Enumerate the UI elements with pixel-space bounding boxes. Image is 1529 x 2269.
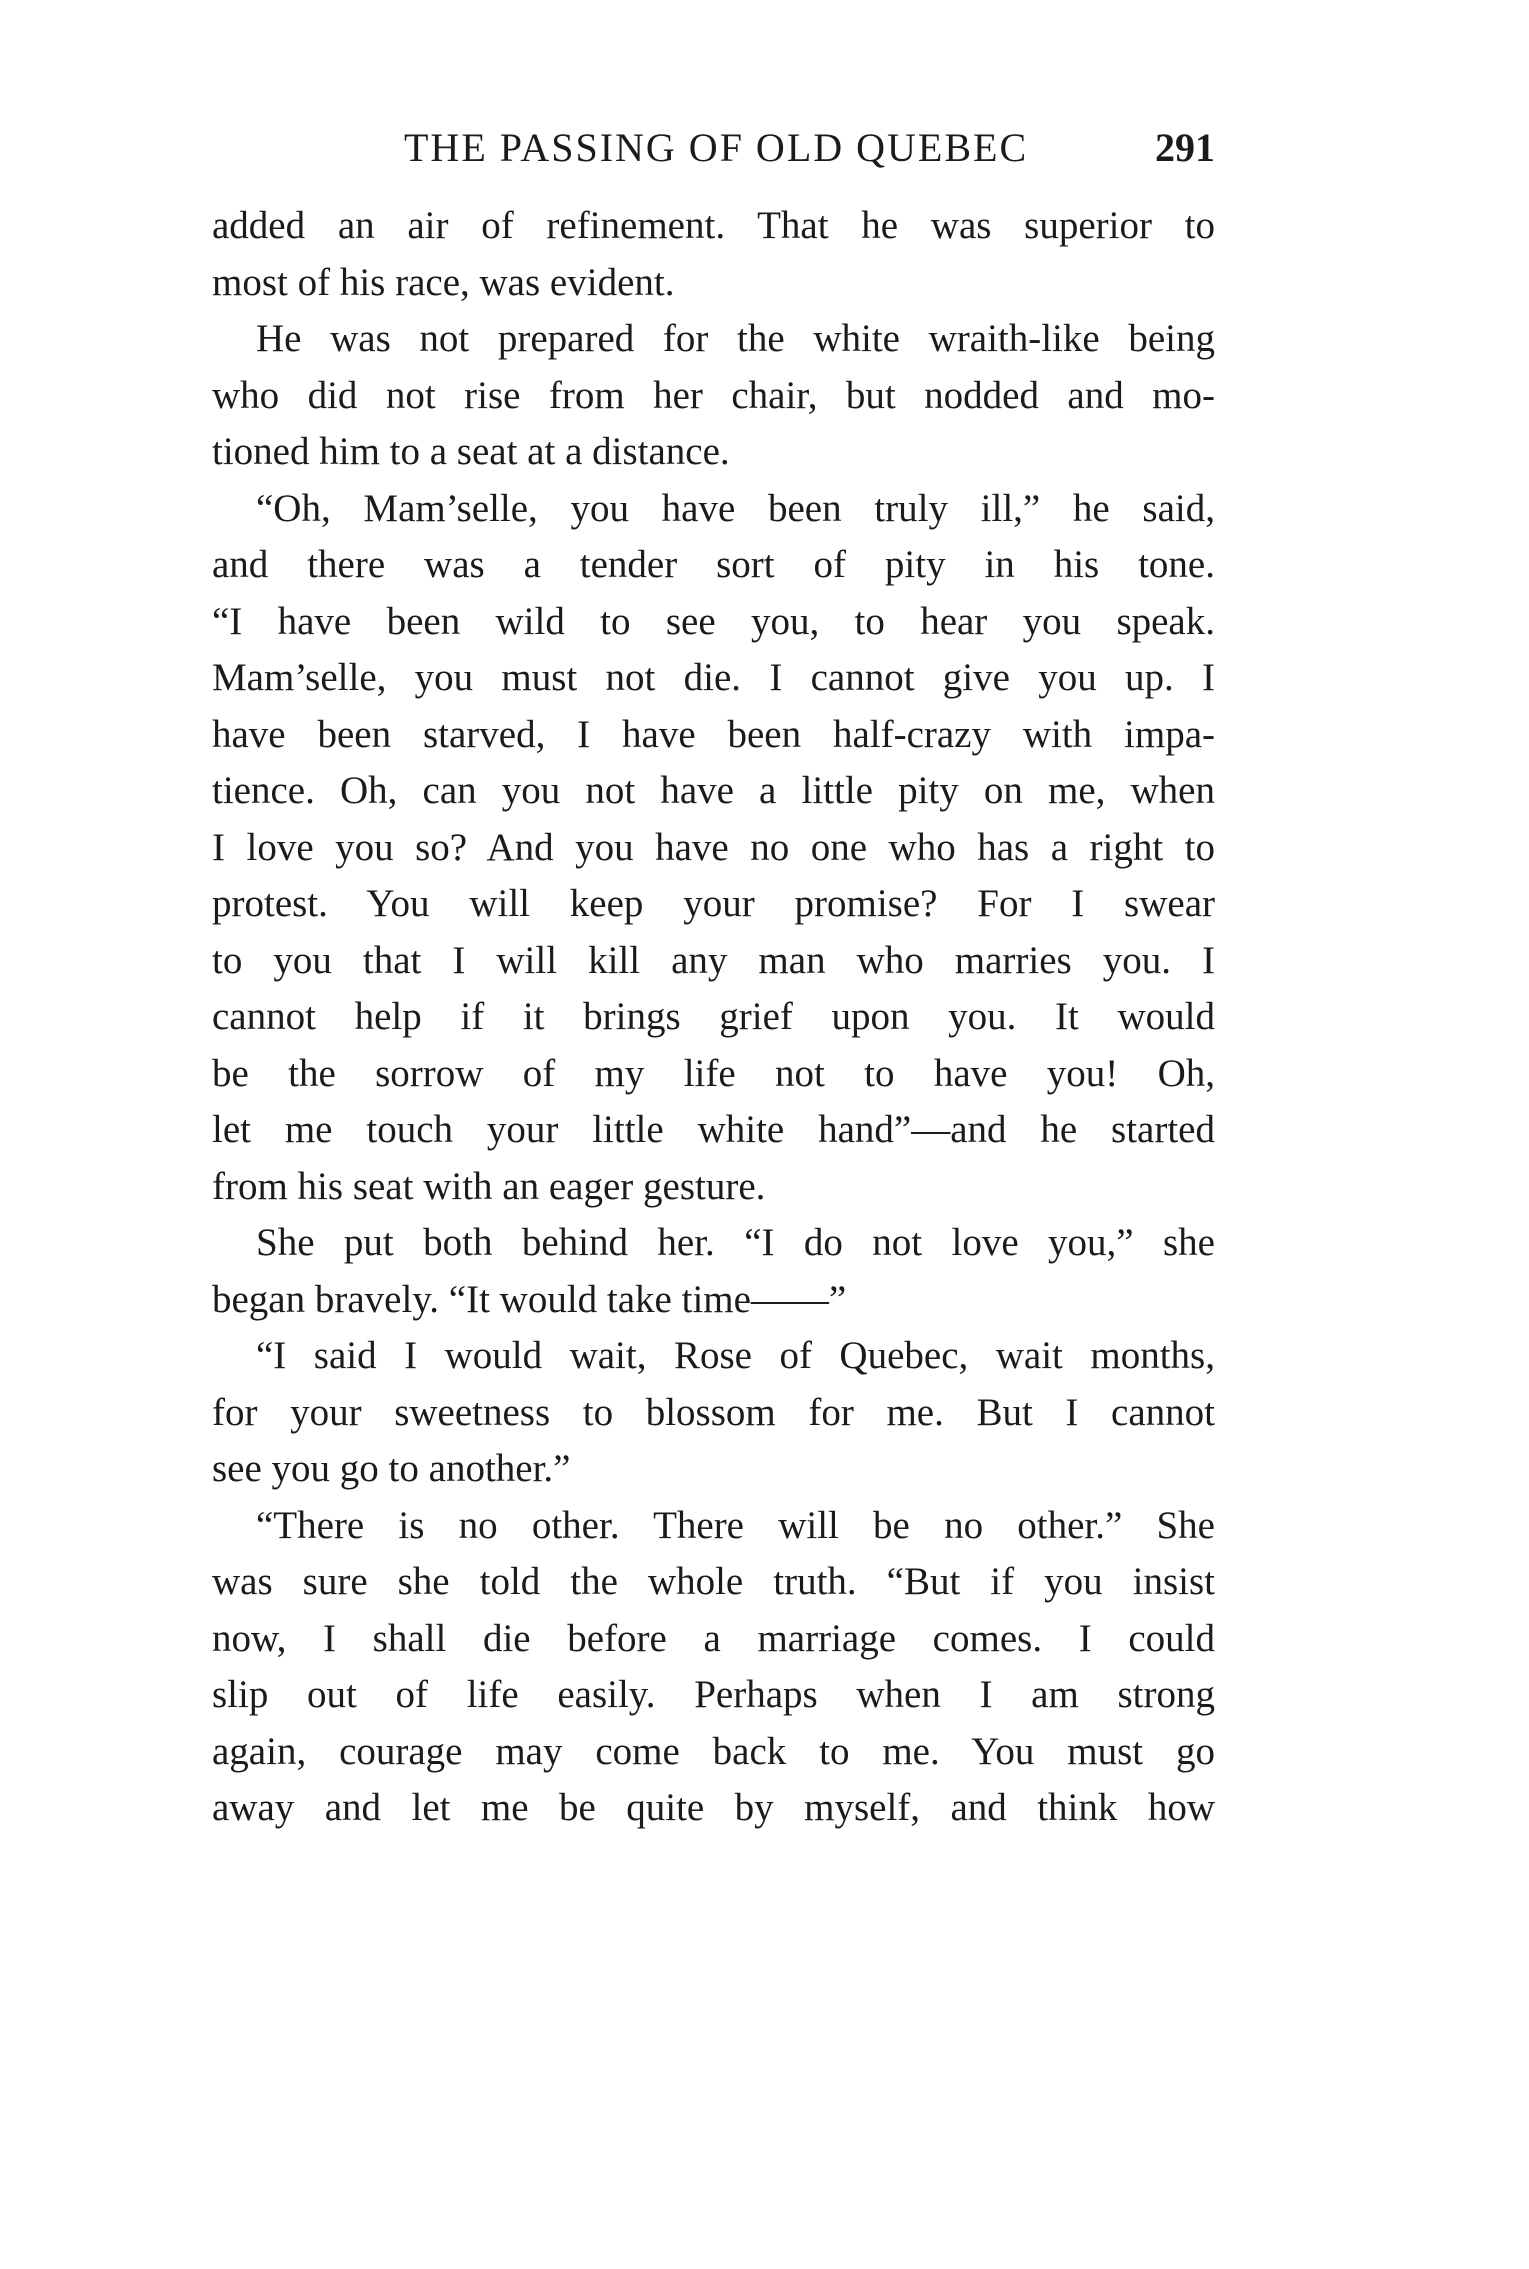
text-line: tience. Oh, can you not have a little pity on me, when — [212, 769, 1215, 812]
running-head-title: THE PASSING OF OLD QUEBEC — [404, 125, 1029, 170]
text-line: see you go to another.” — [212, 1447, 571, 1490]
text-line: away and let me be quite by myself, and think how — [212, 1786, 1215, 1829]
text-line: tioned him to a seat at a distance. — [212, 430, 730, 473]
text-line: cannot help if it brings grief upon you. It would — [212, 995, 1215, 1038]
text-line: now, I shall die before a marriage comes. I could — [212, 1616, 1215, 1660]
text-line: protest. You will keep your promise? For I swear — [212, 882, 1215, 925]
body-text — [212, 198, 1215, 1837]
text-line: who did not rise from her chair, but nodded and mo- — [212, 373, 1215, 417]
running-head — [212, 118, 1215, 188]
text-line: was sure she told the whole truth. “But if you insist — [212, 1560, 1215, 1603]
text-line: again, courage may come back to me. You must go — [212, 1729, 1215, 1773]
text-line: “I have been wild to see you, to hear you speak. — [212, 599, 1215, 643]
text-line: added an air of refinement. That he was superior to — [212, 204, 1215, 247]
text-line: have been starved, I have been half-crazy with impa- — [212, 712, 1215, 756]
text-line: most of his race, was evident. — [212, 260, 675, 304]
page-number: 291 — [1155, 125, 1215, 170]
text-line: “There is no other. There will be no other.” She — [256, 1503, 1215, 1547]
text-line: slip out of life easily. Perhaps when I am strong — [212, 1673, 1215, 1716]
text-line: “I said I would wait, Rose of Quebec, wait months, — [256, 1334, 1215, 1377]
text-line: to you that I will kill any man who marries you. I — [212, 938, 1215, 982]
text-line: “Oh, Mam’selle, you have been truly ill,” he said, — [256, 486, 1215, 530]
text-line: let me touch your little white hand”—and he started — [212, 1108, 1215, 1151]
text-line: be the sorrow of my life not to have you! Oh, — [212, 1051, 1215, 1095]
text-line: I love you so? And you have no one who has a right to — [212, 825, 1215, 869]
text-line: began bravely. “It would take time——” — [212, 1277, 847, 1321]
text-line: Mam’selle, you must not die. I cannot give you up. I — [212, 656, 1215, 699]
text-line: for your sweetness to blossom for me. But I cannot — [212, 1390, 1215, 1434]
text-line: and there was a tender sort of pity in his tone. — [212, 543, 1215, 586]
text-line: She put both behind her. “I do not love you,” she — [256, 1221, 1215, 1264]
text-line: He was not prepared for the white wraith-like being — [256, 317, 1215, 360]
text-line: from his seat with an eager gesture. — [212, 1164, 766, 1208]
